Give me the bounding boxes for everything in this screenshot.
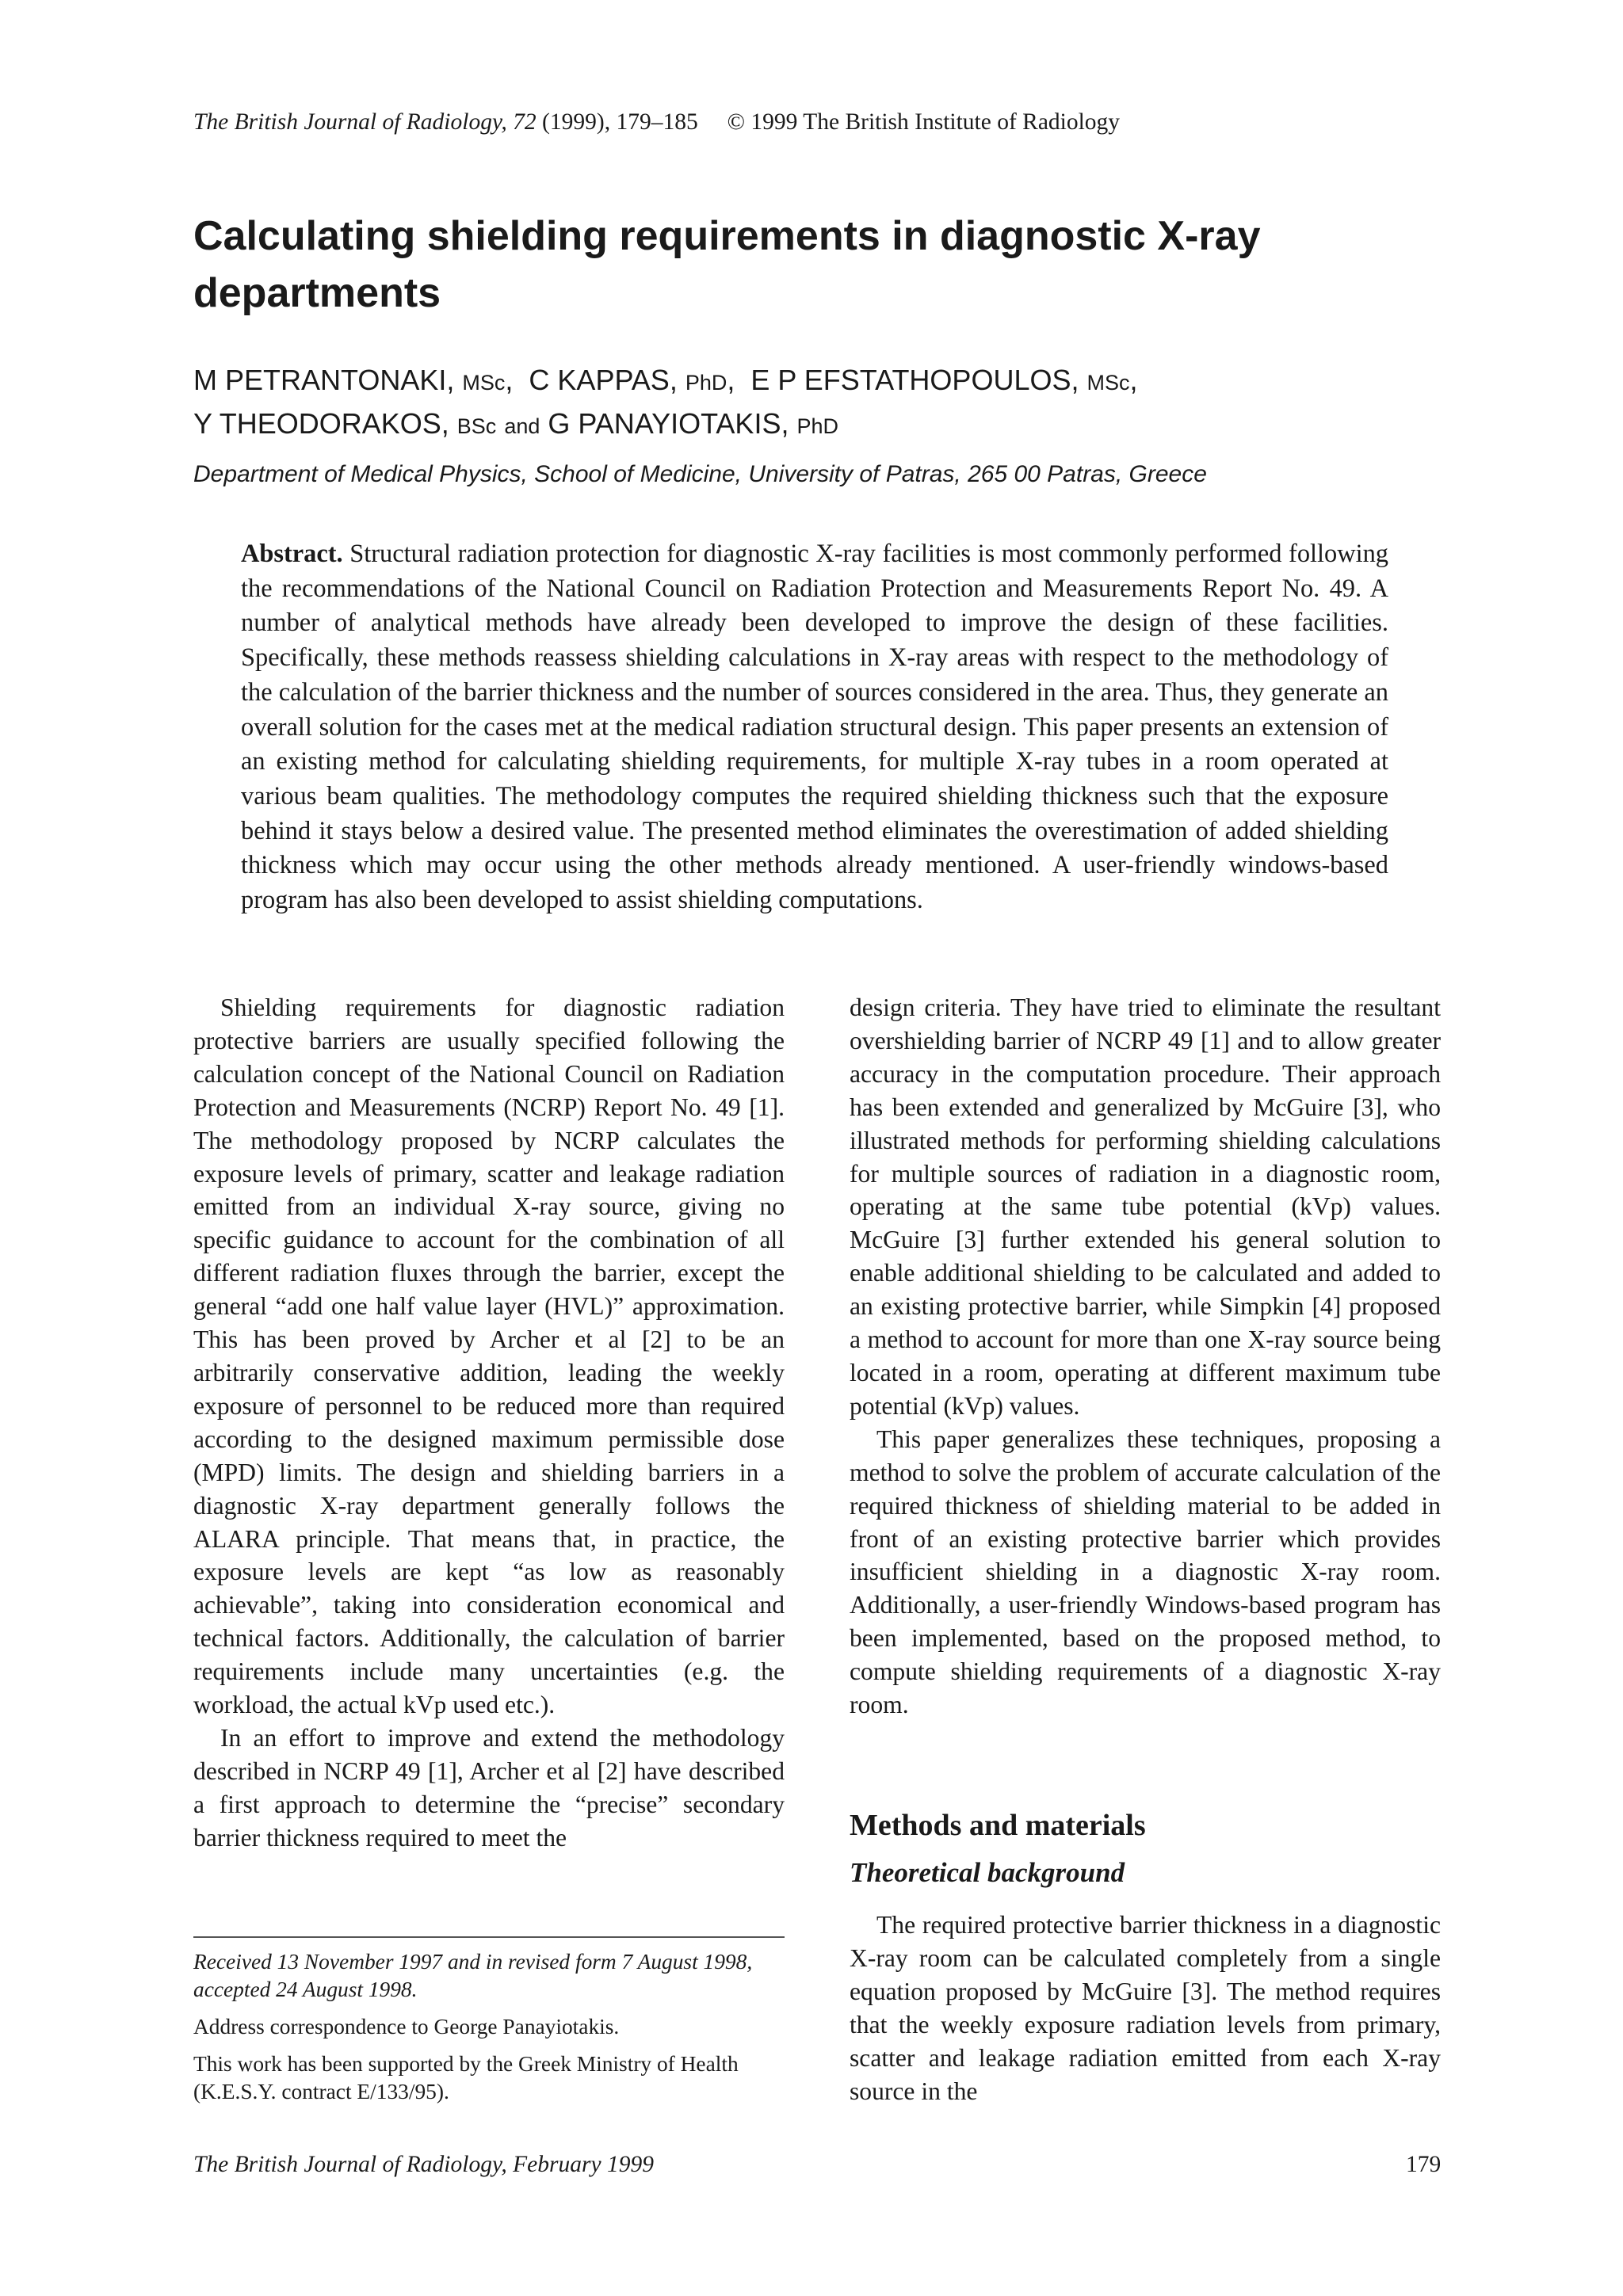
author-name: E P EFSTATHOPOULOS [750, 364, 1071, 396]
author-name: Y THEODORAKOS [193, 407, 441, 440]
author-degree: PhD [796, 414, 839, 438]
author-conjunction: and [504, 414, 540, 438]
journal-name: The British Journal of Radiology, [193, 109, 507, 135]
author-line-1: M PETRANTONAKI, MSc, C KAPPAS, PhD, E P EFSTATHOPOULOS, MSc, [193, 364, 1138, 396]
author-name: C KAPPAS [529, 364, 670, 396]
abstract-label: Abstract. [241, 540, 343, 568]
copyright-notice: © 1999 The British Institute of Radiology [727, 109, 1121, 135]
body-paragraph: In an effort to improve and extend the methodology described in NCRP 49 [1], Archer et al [2] have described a first approach to determine the “precise” secondary barrier thickness required to meet the [193, 1723, 785, 1852]
author-degree: MSc [1086, 371, 1130, 395]
author-list [193, 360, 1461, 447]
author-degree: PhD [685, 371, 727, 395]
affiliation: Department of Medical Physics, School of Medicine, University of Patras, 265 00 Patras, Greece [193, 461, 1207, 487]
author-degree: MSc [462, 371, 506, 395]
left-column [193, 991, 785, 1855]
page-number: 179 [1406, 2152, 1442, 2177]
author-name: G PANAYIOTAKIS [548, 407, 781, 440]
section-heading: Methods and materials [850, 1809, 1146, 1842]
right-column-section-body [850, 1909, 1441, 2107]
received-dates: Received 13 November 1997 and in revised form 7 August 1998, accepted 24 August 1998. [193, 1950, 753, 2001]
abstract [241, 537, 1388, 918]
body-paragraph: design criteria. They have tried to eliminate the resultant overshielding barrier of NCRP 49 [1] and to allow greater accuracy in the computation procedure. Their approach has been extended and generalized by McGuire [3], who illustrated methods for performing shielding calculations for multiple sources of radiation in a diagnostic room, operating at the same tube potential (kVp) values. McGuire [3] further extended his general solution to enable additional shielding to be calculated and added to an existing protective barrier, while Simpkin [4] proposed a method to account for more than one X-ray source being located in a room, operating at different maximum tube potential (kVp) values. [850, 994, 1441, 1420]
correspondence-note: Address correspondence to George Panayiotakis. [193, 2015, 620, 2039]
subsection-heading: Theoretical background [850, 1857, 1125, 1888]
footnotes [193, 1948, 785, 2115]
author-line-2: Y THEODORAKOS, BSc and G PANAYIOTAKIS, PhD [193, 407, 839, 440]
right-column [850, 991, 1441, 1722]
body-paragraph: This paper generalizes these techniques, proposing a method to solve the problem of accurate calculation of the required thickness of shielding material to be added in front of an existing protective barrier which provides insufficient shielding in a diagnostic X-ray room. Additionally, a user-friendly Windows-based program has been implemented, based on the proposed method, to compute shielding requirements of a diagnostic X-ray room. [850, 1425, 1441, 1719]
paper-title: Calculating shielding requirements in diagnostic X-ray departments [193, 213, 1261, 316]
abstract-text: Structural radiation protection for diagnostic X-ray facilities is most commonly performed following the recommendations of the National Council on Radiation Protection and Measurements Report No. 49. A number of analytical methods have already been developed to improve the design of these facilities. Specifically, these methods reassess shielding calculations in X-ray areas with respect to the methodology of the calculation of the barrier thickness and the number of sources considered in the area. Thus, they generate an overall solution for the cases met at the medical radiation structural design. This paper presents an extension of an existing method for calculating shielding requirements, for multiple X-ray tubes in a room operated at various beam qualities. The methodology computes the required shielding thickness such that the exposure behind it stays below a desired value. The presented method eliminates the overestimation of added shielding thickness which may occur using the other methods already mentioned. A user-friendly windows-based program has also been developed to assist shielding computations. [241, 540, 1388, 915]
author-degree: BSc [456, 414, 497, 438]
footer-journal-issue: The British Journal of Radiology, February 1999 [193, 2152, 654, 2177]
author-name: M PETRANTONAKI [193, 364, 447, 396]
body-paragraph: The required protective barrier thickness in a diagnostic X-ray room can be calculated completely from a single equation proposed by McGuire [3]. The method requires that the weekly exposure radiation levels from primary, scatter and leakage radiation emitted from each X-ray source in the [850, 1911, 1441, 2105]
journal-volume: 72 [513, 109, 537, 135]
body-paragraph: Shielding requirements for diagnostic radiation protective barriers are usually specified following the calculation concept of the National Council on Radiation Protection and Measurements (NCRP) Report No. 49 [1]. The methodology proposed by NCRP calculates the exposure levels of primary, scatter and leakage radiation emitted from an individual X-ray source, giving no specific guidance to account for the combination of all different radiation fluxes through the barrier, except the general “add one half value layer (HVL)” approximation. This has been proved by Archer et al [2] to be an arbitrarily conservative addition, leading the weekly exposure of personnel to be reduced more than required according to the designed maximum permissible dose (MPD) limits. The design and shielding barriers in a diagnostic X-ray department generally follows the ALARA principle. That means that, in practice, the exposure levels are kept “as low as reasonably achievable”, taking into consideration economical and technical factors. Additionally, the calculation of barrier requirements include many uncertainties (e.g. the workload, the actual kVp used etc.). [193, 994, 785, 1719]
footnote-divider [193, 1936, 785, 1938]
issue-pages: (1999), 179–185 [542, 109, 698, 135]
funding-note: This work has been supported by the Greek Ministry of Health (K.E.S.Y. contract E/133/95). [193, 2052, 739, 2103]
running-head [193, 109, 1430, 135]
